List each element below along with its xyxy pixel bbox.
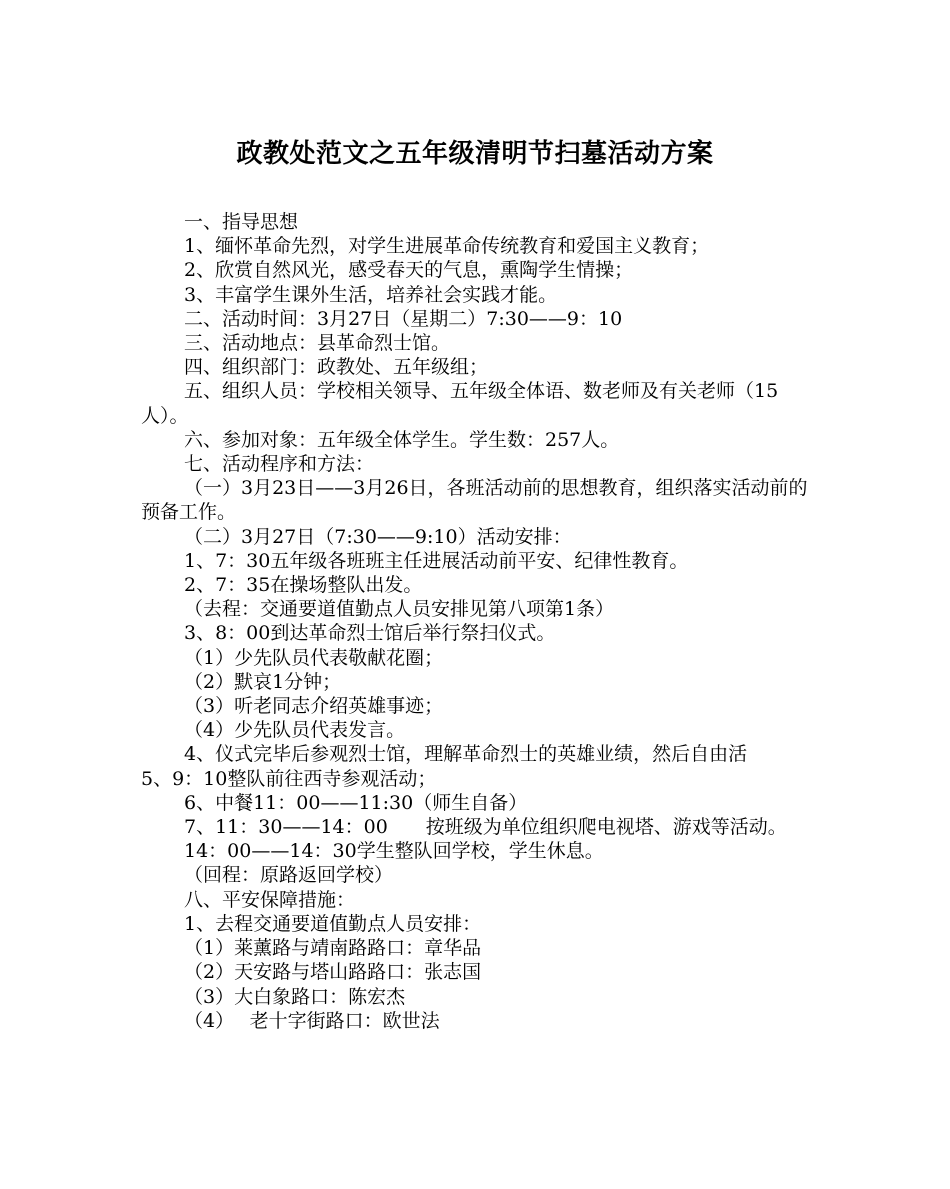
section-heading: 五、组织人员：学校相关领导、五年级全体语、数老师及有关老师（15人）。: [141, 380, 779, 427]
paragraph: （3）大白象路口：陈宏杰: [184, 985, 406, 1008]
section-heading: 六、参加对象：五年级全体学生。学生数：257人。: [184, 428, 620, 451]
section-heading: 八、平安保障措施：: [184, 888, 356, 911]
document-title: 政教处范文之五年级清明节扫墓活动方案: [236, 139, 714, 169]
paragraph: 3、丰富学生课外生活，培养社会实践才能。: [184, 283, 558, 306]
section-heading: 七、活动程序和方法：: [184, 453, 375, 476]
paragraph: 6、中餐11：00——11:30（师生自备）: [184, 791, 528, 814]
paragraph: （回程：原路返回学校）: [184, 864, 394, 887]
paragraph: 14：00——14：30学生整队回学校，学生休息。: [184, 840, 604, 863]
paragraph: （1）少先队员代表敬献花圈；: [184, 646, 444, 669]
paragraph: 2、7：35在操场整队出发。: [184, 574, 423, 597]
section-heading: 三、活动地点：县革命烈士馆。: [184, 332, 451, 355]
paragraph: （2）默哀1分钟；: [184, 670, 342, 693]
paragraph: 4、仪式完毕后参观烈士馆，理解革命烈士的英雄业绩，然后自由活 5、9：10整队前往西寺参观活动；: [141, 743, 786, 790]
paragraph: （3）听老同志介绍英雄事迹；: [184, 695, 444, 718]
paragraph: （4） 老十字街路口：欧世法: [184, 1009, 440, 1032]
section-heading: 二、活动时间：3月27日（星期二）7:30——9：10: [184, 307, 623, 330]
paragraph: 1、7：30五年级各班班主任进展活动前平安、纪律性教育。: [184, 549, 689, 572]
paragraph: （1）莱薰路与靖南路路口：章华品: [184, 937, 482, 960]
section-heading: 一、指导思想: [184, 211, 299, 233]
paragraph: （去程：交通要道值勤点人员安排见第八项第1条）: [184, 598, 615, 621]
paragraph: 3、8：00到达革命烈士馆后举行祭扫仪式。: [184, 622, 556, 645]
paragraph: （2）天安路与塔山路路口：张志国: [184, 961, 482, 984]
paragraph: （二）3月27日（7:30——9:10）活动安排：: [184, 525, 572, 548]
section-heading: 四、组织部门：政教处、五年级组；: [184, 356, 489, 379]
paragraph: （4）少先队员代表发言。: [184, 719, 406, 742]
paragraph: 2、欣赏自然风光，感受春天的气息，熏陶学生情操；: [184, 259, 634, 282]
paragraph: 1、缅怀革命先烈，对学生进展革命传统教育和爱国主义教育；: [184, 235, 710, 258]
document-body: [141, 210, 813, 1033]
paragraph: 1、去程交通要道值勤点人员安排：: [184, 912, 482, 935]
paragraph: 7、11：30——14：00 按班级为单位组织爬电视塔、游戏等活动。: [184, 816, 787, 839]
paragraph: （一）3月23日——3月26日，各班活动前的思想教育，组织落实活动前的预备工作。: [141, 477, 808, 524]
